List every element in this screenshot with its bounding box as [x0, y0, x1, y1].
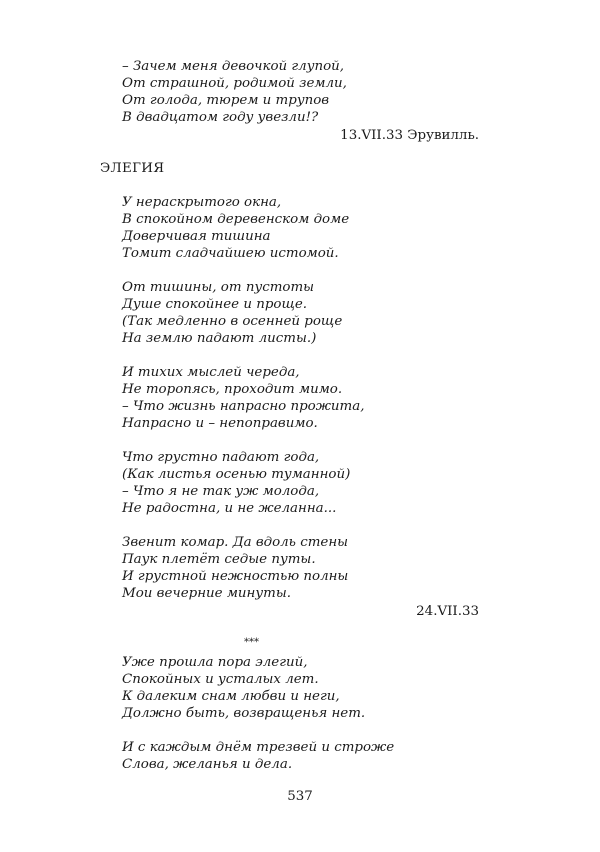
poem-line: Не радостна, и не желанна... — [122, 501, 337, 516]
poem-line: – Что я не так уж молода, — [122, 484, 320, 499]
poem-line: Не торопясь, проходит мимо. — [122, 382, 343, 397]
poem-line: На землю падают листы.) — [122, 331, 317, 346]
poem-line: Паук плетёт седые путы. — [122, 552, 316, 567]
poem-signature: 13.VII.33 Эрувилль. — [340, 128, 479, 143]
poem-line: И тихих мыслей череда, — [122, 365, 300, 380]
poem-line: У нераскрытого окна, — [122, 195, 282, 210]
poem-line: Звенит комар. Да вдоль стены — [122, 535, 349, 550]
poem-line: Спокойных и усталых лет. — [122, 672, 319, 687]
poem-line: В спокойном деревенском доме — [122, 212, 350, 227]
poem-title: ЭЛЕГИЯ — [100, 161, 165, 176]
poem-line: (Как листья осенью туманной) — [122, 467, 351, 482]
poem-line: Уже прошла пора элегий, — [122, 655, 308, 670]
poem-line: – Что жизнь напрасно прожита, — [122, 399, 365, 414]
poem-line: Мои вечерние минуты. — [122, 586, 291, 601]
poem-line: Что грустно падают года, — [122, 450, 320, 465]
poem-line: Доверчивая тишина — [122, 229, 271, 244]
poem-line: И с каждым днём трезвей и строже — [122, 740, 395, 755]
asterism-separator: *** — [244, 637, 259, 648]
poem-line: Должно быть, возвращенья нет. — [122, 706, 366, 721]
poem-line: В двадцатом году увезли!? — [122, 110, 319, 125]
poem-line: Напрасно и – непоправимо. — [122, 416, 318, 431]
page-number: 537 — [287, 789, 313, 804]
poem-line: И грустной нежностью полны — [122, 569, 349, 584]
poem-line: (Так медленно в осенней роще — [122, 314, 343, 329]
poem-line: Томит сладчайшею истомой. — [122, 246, 339, 261]
poem-line: К далеким снам любви и неги, — [122, 689, 340, 704]
poem-line: От голода, тюрем и трупов — [122, 93, 330, 108]
poem-line: – Зачем меня девочкой глупой, — [122, 59, 345, 74]
poem-line: От тишины, от пустоты — [122, 280, 315, 295]
poem-line: Слова, желанья и дела. — [122, 757, 293, 772]
poem-date: 24.VII.33 — [416, 604, 479, 619]
poem-line: Душе спокойнее и проще. — [122, 297, 308, 312]
poem-line: От страшной, родимой земли, — [122, 76, 347, 91]
